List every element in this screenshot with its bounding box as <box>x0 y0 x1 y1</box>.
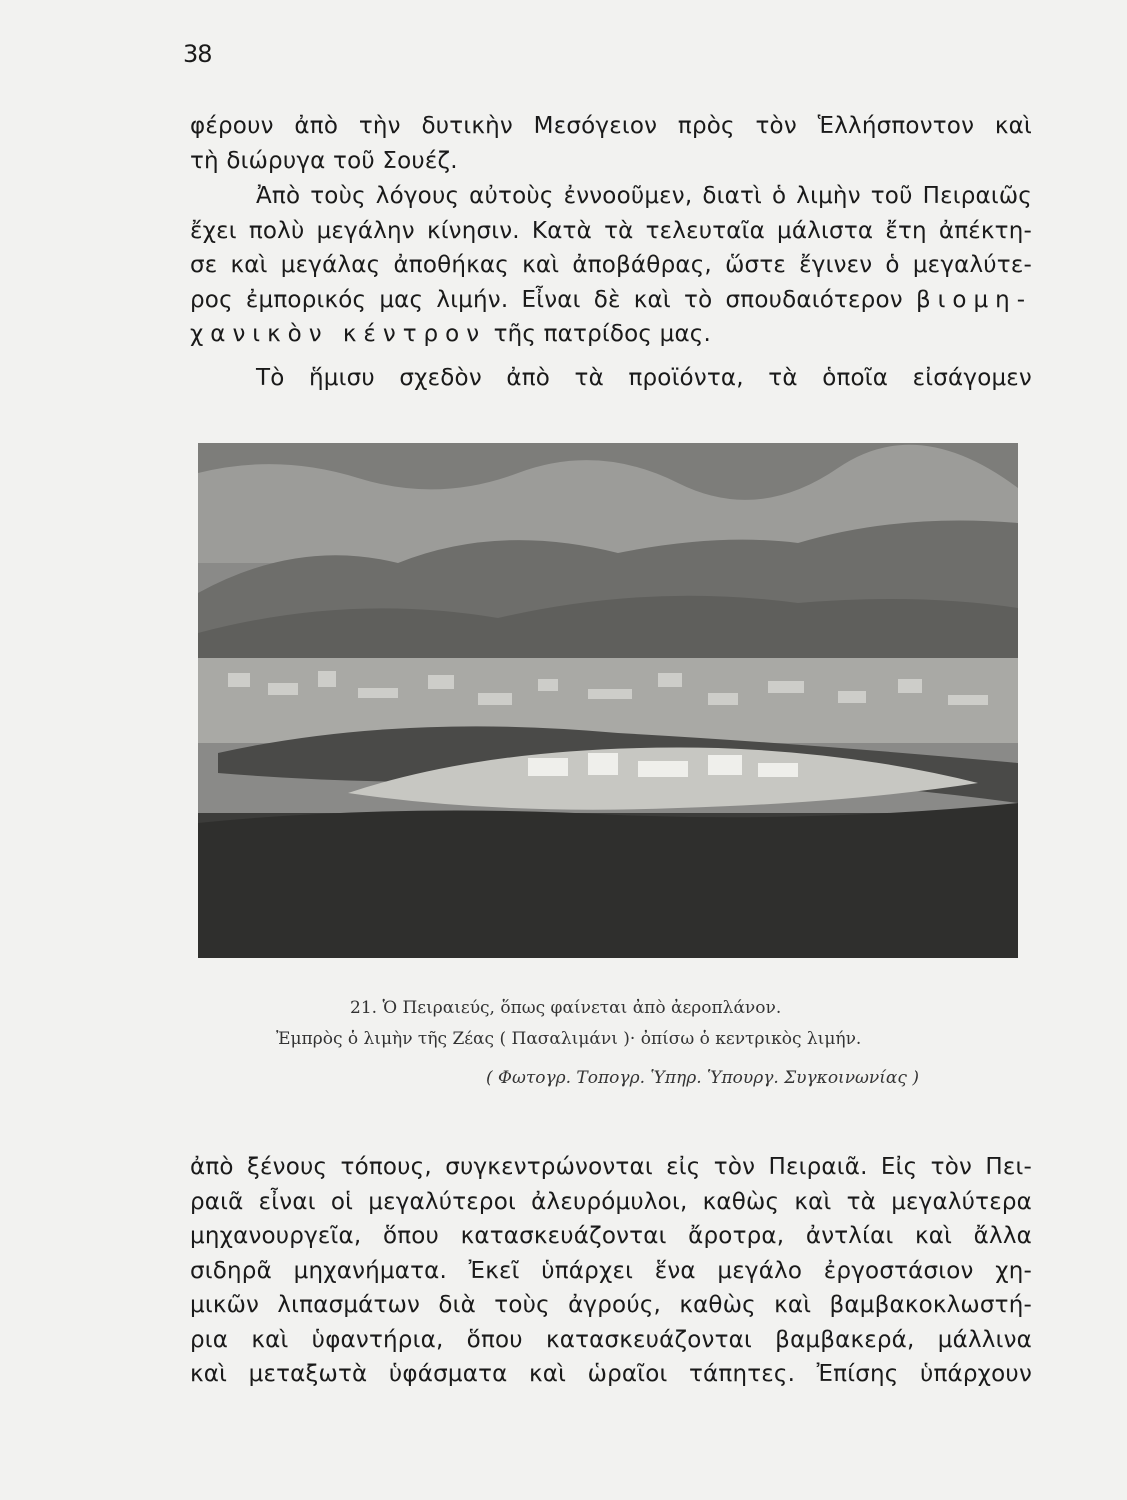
text-line <box>190 283 1032 318</box>
text-line: φέρουν ἀπὸ τὴν δυτικὴν Μεσόγειον πρὸς τὸν Ἑλλήσποντον καὶ <box>190 113 1032 139</box>
text-line: τὴ διώρυγα τοῦ Σουέζ. <box>190 147 458 174</box>
text-line: σιδηρᾶ μηχανήματα. Ἐκεῖ ὑπάρχει ἕνα μεγάλο ἐργοστάσιον χη- <box>190 1257 1032 1284</box>
figure-caption-line-1: 21. Ὁ Πειραιεύς, ὅπως φαίνεται ἀπὸ ἀεροπλάνον. <box>350 998 782 1018</box>
emphasized-text: βιομη- <box>915 286 1032 313</box>
text-line: ἔχει πολὺ μεγάλην κίνησιν. Κατὰ τὰ τελευταῖα μάλιστα ἔτη ἀπέκτη- <box>190 217 1032 244</box>
text-line: Τὸ ἥμισυ σχεδὸν ἀπὸ τὰ προϊόντα, τὰ ὁποῖα εἰσάγομεν <box>256 365 1032 391</box>
paragraph-4 <box>190 1150 1032 1392</box>
text-line: ρια καὶ ὑφαντήρια, ὅπου κατασκευάζονται βαμβακερά, μάλλινα <box>190 1326 1032 1353</box>
harbor-photo <box>198 443 1018 958</box>
paragraph-3 <box>190 361 1032 396</box>
text-line: σε καὶ μεγάλας ἀποθήκας καὶ ἀποβάθρας, ὥστε ἔγινεν ὁ μεγαλύτε- <box>190 252 1032 278</box>
page-number: 38 <box>183 40 212 68</box>
text-segment: ρος ἐμπορικός μας λιμήν. Εἶναι δὲ καὶ τὸ σπουδαιότερον <box>190 286 916 313</box>
emphasized-text: χανικὸν κέντρον <box>190 321 487 347</box>
paragraph-2 <box>190 179 1032 352</box>
text-line: Ἀπὸ τοὺς λόγους αὐτοὺς ἐννοοῦμεν, διατὶ ὁ λιμὴν τοῦ Πειραιῶς <box>256 183 1032 209</box>
paragraph-1 <box>190 109 1032 178</box>
figure-credit: ( Φωτογρ. Τοπογρ. Ὑπηρ. Ὑπουργ. Συγκοινωνίας ) <box>486 1068 919 1088</box>
text-segment: τῆς πατρίδος μας. <box>486 321 712 347</box>
text-line: καὶ μεταξωτὰ ὑφάσματα καὶ ὡραῖοι τάπητες. Ἐπίσης ὑπάρχουν <box>190 1361 1032 1387</box>
text-line: ραιᾶ εἶναι οἱ μεγαλύτεροι ἀλευρόμυλοι, καθὼς καὶ τὰ μεγαλύτερα <box>190 1188 1032 1215</box>
figure-caption-line-2: Ἐμπρὸς ὁ λιμὴν τῆς Ζέας ( Πασαλιμάνι )· ὀπίσω ὁ κεντρικὸς λιμήν. <box>276 1029 862 1049</box>
text-line: μικῶν λιπασμάτων διὰ τοὺς ἀγρούς, καθὼς καὶ βαμβακοκλωστή- <box>190 1292 1032 1318</box>
photo-illustration <box>198 443 1018 958</box>
text-line: ἀπὸ ξένους τόπους, συγκεντρώνονται εἰς τὸν Πειραιᾶ. Εἰς τὸν Πει- <box>190 1154 1032 1180</box>
text-line: μηχανουργεῖα, ὅπου κατασκευάζονται ἄροτρα, ἀντλίαι καὶ ἄλλα <box>190 1223 1032 1249</box>
text-line <box>190 317 1032 352</box>
